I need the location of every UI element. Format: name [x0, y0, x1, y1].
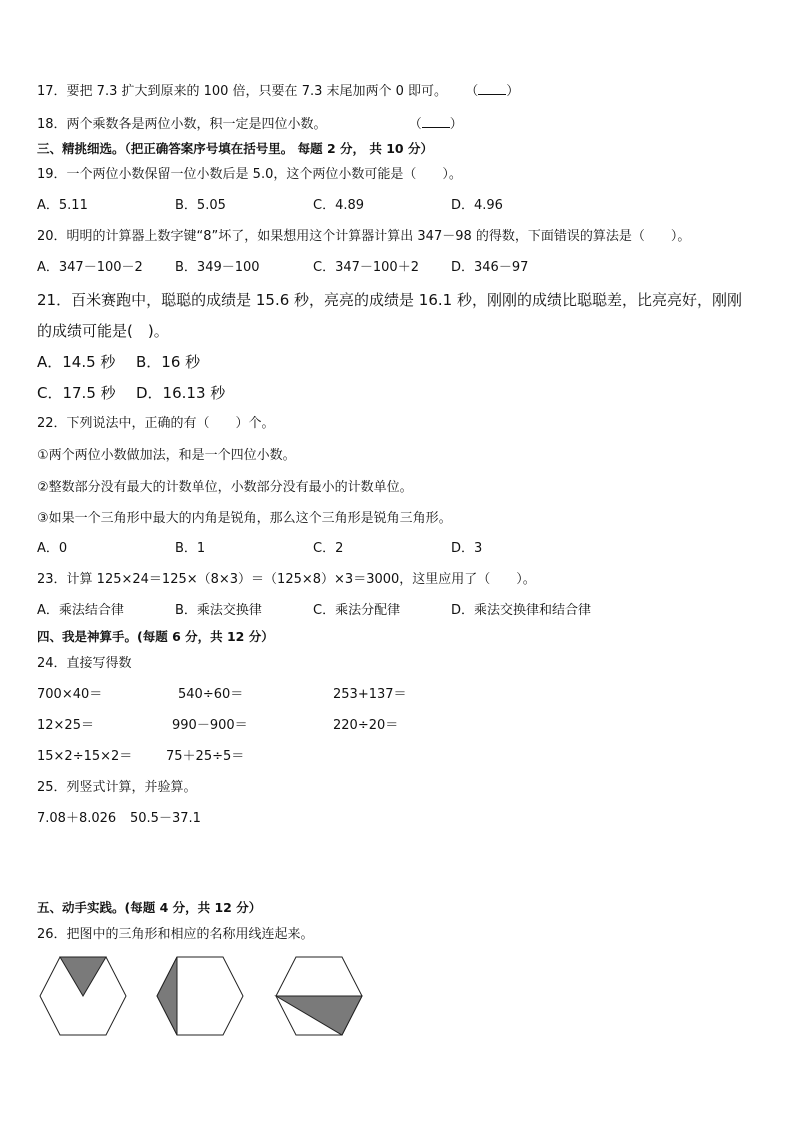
option-b[interactable]: B．1	[175, 541, 206, 556]
calc-item: 50.5－37.1	[130, 811, 201, 826]
hexagon-figure-3	[274, 956, 364, 1038]
question-23-text: 23．计算 125×24＝125×（8×3）＝（125×8）×3＝3000，这里应用了（ ）。	[37, 572, 536, 587]
option-b[interactable]: B．16 秒	[136, 353, 201, 371]
section-3-title: 三、精挑细选。（把正确答案序号填在括号里。 每题 2 分， 共 10 分）	[37, 141, 433, 156]
option-b[interactable]: B．乘法交换律	[175, 603, 262, 618]
question-22-text: 22．下列说法中，正确的有（ ）个。	[37, 416, 275, 431]
option-d[interactable]: D．乘法交换律和结合律	[451, 603, 592, 618]
option-c[interactable]: C．347－100＋2	[313, 260, 419, 275]
answer-paren-open: （	[408, 117, 422, 132]
triangle-shape[interactable]	[157, 957, 177, 1035]
section-4-title: 四、我是神算手。(每题 6 分，共 12 分）	[37, 629, 274, 644]
option-c[interactable]: C．2	[313, 541, 344, 556]
calc-item: 540÷60＝	[178, 687, 244, 702]
question-18-text: 18．两个乘数各是两位小数，积一定是四位小数。	[37, 117, 327, 132]
option-d[interactable]: D．346－97	[451, 260, 529, 275]
question-17	[37, 82, 519, 101]
option-d[interactable]: D．16.13 秒	[136, 384, 226, 402]
answer-blank-17[interactable]	[478, 82, 506, 95]
option-a[interactable]: A．347－100－2	[37, 260, 143, 275]
answer-paren-close: ）	[506, 84, 520, 99]
option-b[interactable]: B．5.05	[175, 198, 226, 213]
hexagon-figure-1	[38, 956, 128, 1038]
question-18	[37, 115, 463, 134]
answer-paren-close: ）	[449, 117, 463, 132]
question-20-text: 20．明明的计算器上数字键“8”坏了，如果想用这个计算器计算出 347－98 的得数，下面错误的算法是（ ）。	[37, 229, 691, 244]
option-b[interactable]: B．349－100	[175, 260, 260, 275]
option-c[interactable]: C．乘法分配律	[313, 603, 401, 618]
answer-blank-18[interactable]	[422, 115, 450, 128]
question-24-text: 24．直接写得数	[37, 656, 132, 671]
calc-item: 220÷20＝	[333, 718, 399, 733]
option-c[interactable]: C．4.89	[313, 198, 365, 213]
question-17-text: 17．要把 7.3 扩大到原来的 100 倍，只要在 7.3 末尾加两个 0 即可。	[37, 84, 448, 99]
option-d[interactable]: D．4.96	[451, 198, 503, 213]
option-a[interactable]: A．5.11	[37, 198, 88, 213]
question-21-line-1: 21．百米赛跑中，聪聪的成绩是 15.6 秒，亮亮的成绩是 16.1 秒，刚刚的成绩比聪聪差，比亮亮好，刚刚	[37, 291, 742, 309]
calc-item: 75＋25÷5＝	[166, 749, 245, 764]
answer-paren-open: （	[465, 84, 479, 99]
statement-2: ②整数部分没有最大的计数单位，小数部分没有最小的计数单位。	[37, 480, 413, 495]
calc-item: 990－900＝	[172, 718, 248, 733]
option-d[interactable]: D．3	[451, 541, 483, 556]
statement-3: ③如果一个三角形中最大的内角是锐角，那么这个三角形是锐角三角形。	[37, 511, 452, 526]
option-a[interactable]: A．14.5 秒	[37, 353, 116, 371]
question-26-text: 26．把图中的三角形和相应的名称用线连起来。	[37, 927, 314, 942]
calc-item: 15×2÷15×2＝	[37, 749, 133, 764]
section-5-title: 五、动手实践。(每题 4 分，共 12 分）	[37, 900, 262, 915]
statement-1: ①两个两位小数做加法，和是一个四位小数。	[37, 448, 296, 463]
calc-item: 7.08＋8.026	[37, 811, 117, 826]
option-c[interactable]: C．17.5 秒	[37, 384, 116, 402]
calc-item: 253+137＝	[333, 687, 407, 702]
question-25-text: 25．列竖式计算，并验算。	[37, 780, 197, 795]
question-19-text: 19．一个两位小数保留一位小数后是 5.0，这个两位小数可能是（ ）。	[37, 167, 462, 182]
calc-item: 700×40＝	[37, 687, 103, 702]
question-21-line-2: 的成绩可能是( )。	[37, 322, 169, 340]
calc-item: 12×25＝	[37, 718, 94, 733]
option-a[interactable]: A．0	[37, 541, 68, 556]
option-a[interactable]: A．乘法结合律	[37, 603, 124, 618]
hexagon-figure-2	[155, 956, 245, 1038]
